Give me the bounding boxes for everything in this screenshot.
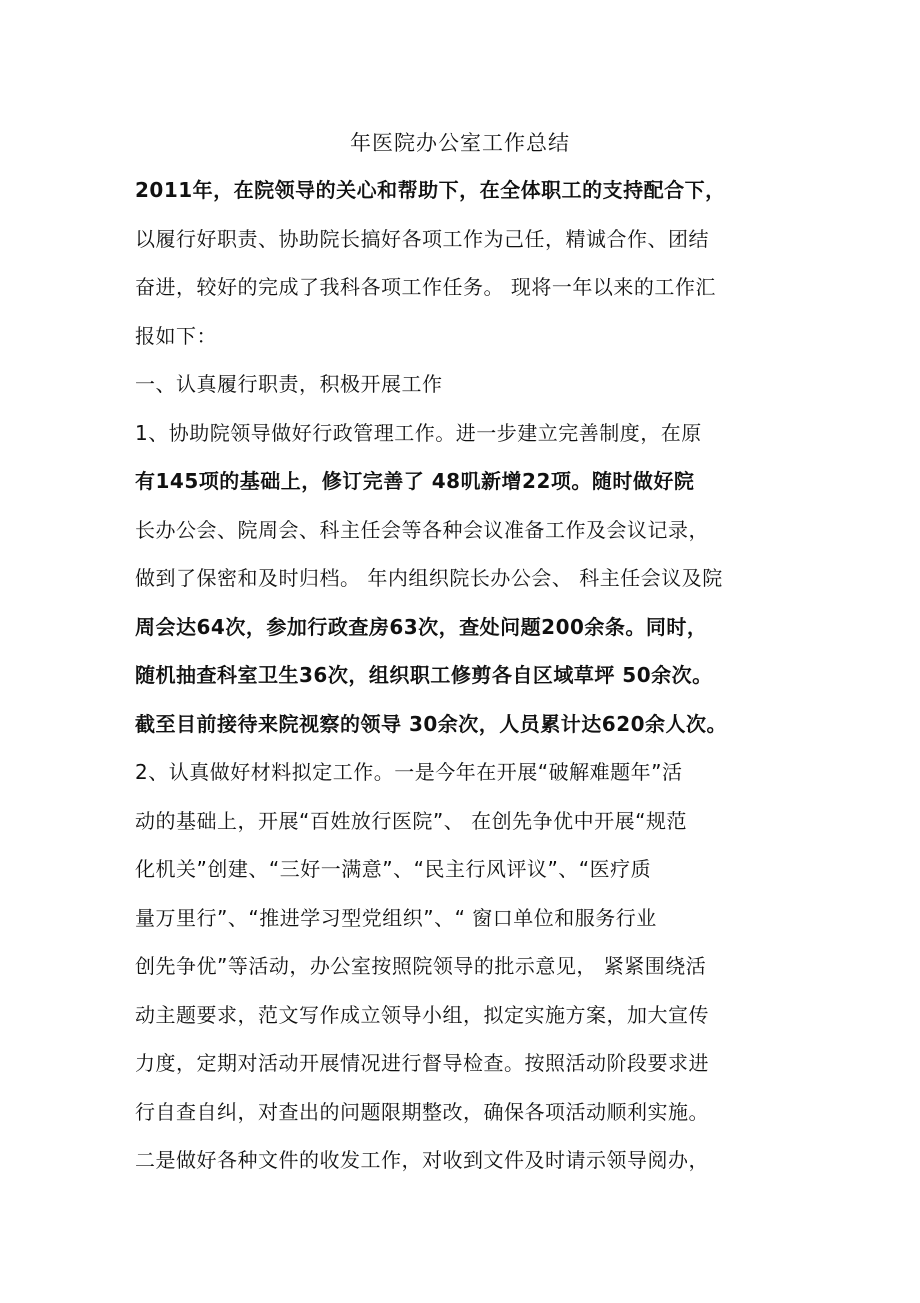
body-line: 1、协助院领导做好行政管理工作。进一步建立完善制度，在原 [135, 420, 702, 445]
body-line: 行自查自纠，对查出的问题限期整改，确保各项活动顺利实施。 [135, 1099, 709, 1124]
body-line: 2011年，在院领导的关心和帮助下，在全体职工的支持配合下， [135, 178, 726, 202]
body-line: 做到了保密和及时归档。 年内组织院长办公会、 科主任会议及院 [135, 566, 723, 590]
body-line: 二是做好各种文件的收发工作，对收到文件及时请示领导阅办， [135, 1148, 709, 1172]
body-line: 报如下： [135, 323, 217, 348]
body-line: 力度，定期对活动开展情况进行督导检查。按照活动阶段要求进 [135, 1051, 709, 1075]
body-line: 截至目前接待来院视察的领导 30余次，人员累计达620余人次。 [135, 711, 728, 736]
body-line: 有145项的基础上，修订完善了 48叽新增22项。随时做好院 [135, 469, 695, 493]
body-line: 随机抽查科室卫生36次，组织职工修剪各自区域草坪 50余次。 [135, 663, 713, 687]
body-line: 以履行好职责、协助院长搞好各项工作为己任，精诚合作、团结 [135, 226, 709, 251]
body-line: 动主题要求，范文写作成立领导小组，拟定实施方案，加大宣传 [135, 1002, 709, 1027]
section-heading: 一、认真履行职责，积极开展工作 [135, 372, 443, 396]
body-line: 动的基础上，开展“百姓放行医院”、 在创先争优中开展“规范 [135, 808, 687, 833]
page-title: 年医院办公室工作总结 [350, 131, 570, 155]
body-line: 奋进，较好的完成了我科各项工作任务。 现将一年以来的工作汇 [135, 275, 716, 299]
body-line: 创先争优”等活动，办公室按照院领导的批示意见， 紧紧围绕活 [135, 954, 707, 978]
document-body [135, 175, 775, 1194]
body-line: 周会达64次，参加行政查房63次，查处问题200余条。同时， [135, 614, 708, 639]
body-line: 化机关”创建、“三好一满意”、“民主行风评议”、“医疗质 [135, 857, 652, 881]
body-line: 长办公会、院周会、科主任会等各种会议准备工作及会议记录， [135, 517, 709, 542]
body-line: 量万里行”、“推进学习型党组织”、“ 窗口单位和服务行业 [135, 905, 657, 930]
body-line: 2、认真做好材料拟定工作。一是今年在开展“破解难题年”活 [135, 760, 683, 784]
